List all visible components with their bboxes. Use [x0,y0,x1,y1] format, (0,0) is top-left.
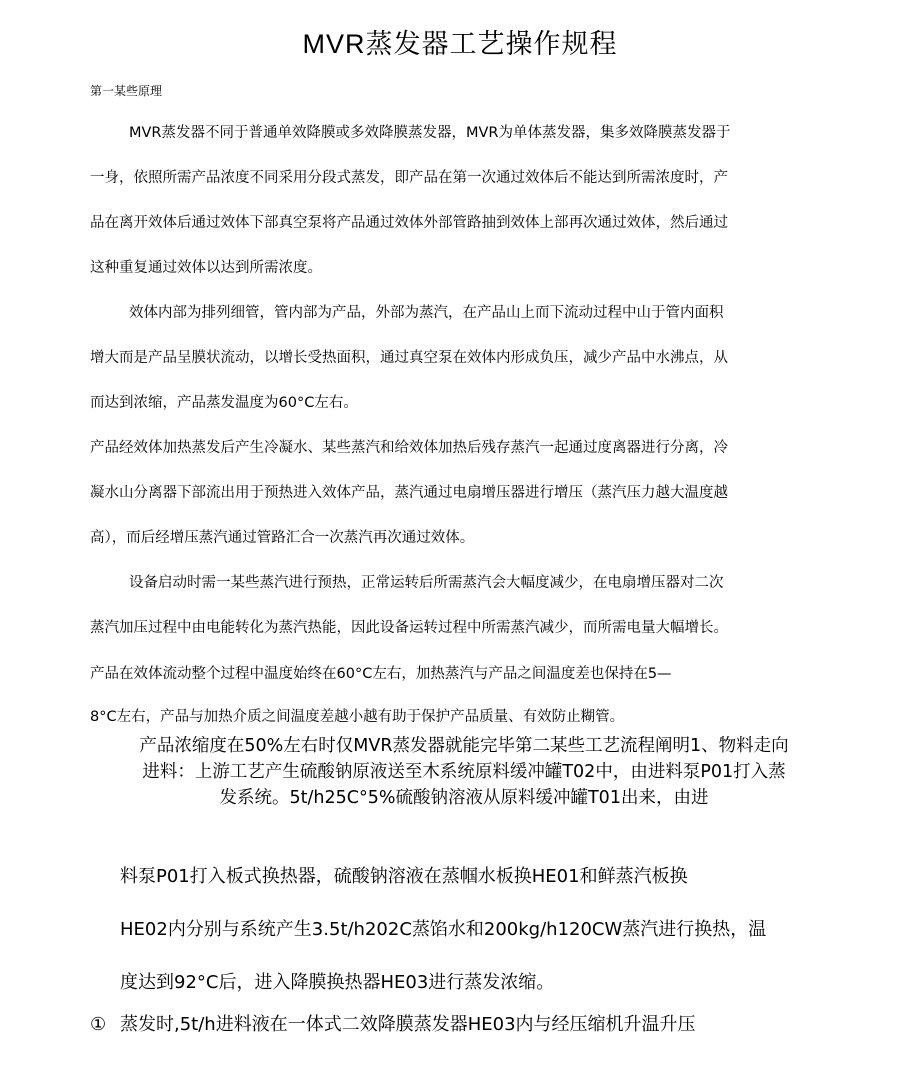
paragraph-line: HE02内分别与系统产生3.5t/h202C蒸馅水和200kg/h120CW蒸汽进行换热，温 [120,919,767,940]
paragraph-line: 凝水山分离器下部流出用于预热进入效体产品，蒸汽通过电扇增压器进行增压（蒸汽压力越大温度越 [90,485,728,501]
paragraph-line: 8°C左右，产品与加热介质之间温度差越小越有助于保护产品质量、有效防止糊管。 [90,709,625,725]
page-title: MVR蒸发器工艺操作规程 [302,29,618,59]
paragraph-line: 料泵P01打入板式换热器，硫酸钠溶液在蒸帼水板换HE01和鲜蒸汽板换 [120,866,688,887]
section-heading: 第一某些原理 [90,84,163,98]
paragraph-line: 这种重复通过效体以达到所需浓度。 [90,260,322,276]
paragraph-startup [90,561,840,651]
list-item-text: 蒸发时,5t/h进料液在一体式二效降膜蒸发器HE03内与经压缩机升温升压 [120,1014,696,1035]
paragraph-line: 度达到92°C后，进入降膜换热器HE03进行蒸发浓缩。 [120,972,555,993]
paragraph-line: 增大而是产品呈膜状流动，以增长受热面积，通过真空泵在效体内形成负压，减少产品中水沸点，从 [90,350,728,366]
paragraph-line: 蒸汽加压过程中由电能转化为蒸汽热能，因此设备运转过程中所需蒸汽减少，而所需电量大幅增长。 [90,620,728,636]
paragraph-line: 产品经效体加热蒸发后产生冷凝水、某些蒸汽和给效体加热后残存蒸汽一起通过度离器进行分离，冷 [90,440,728,456]
numbered-item [90,1010,696,1036]
paragraph-line: 发系统。5t/h25C°5%硫酸钠溶液从原料缓冲罐T01出来，由进 [219,788,709,808]
paragraph-line: 而达到浓缩，产品蒸发温度为60°C左右。 [90,395,358,411]
paragraph-line: 设备启动时需一某些蒸汽进行预热，正常运转后所需蒸汽会大幅度减少，在电扇增压器对二次 [129,575,724,591]
paragraph-condensate [90,426,840,561]
paragraph-temperature [90,652,840,697]
paragraph-tubes [90,291,840,426]
paragraph-line: 高），而后经增压蒸汽通过管路汇合一次蒸汽再次通过效体。 [90,530,475,546]
paragraph-line: 进料：上游工艺产生硫酸钠原液送至木系统原料缓冲罐T02中，由进料泵P01打入蒸 [142,762,786,782]
paragraph-line: 品在离开效体后通过效体下部真空泵将产品通过效体外部管路抽到效体上部再次通过效体，然后通过 [90,215,728,231]
paragraph-principle [90,111,840,291]
paragraph-line: MVR蒸发器不同于普通单效降膜或多效降膜蒸发器，MVR为单体蒸发器，集多效降膜蒸发器于 [129,125,731,141]
process-flow-intro [88,733,840,811]
list-marker: ① [90,1014,107,1035]
paragraph-line: 产品在效体流动整个过程中温度始终在60°C左右，加热蒸汽与产品之间温度差也保持在5— [90,666,672,682]
process-flow-detail [120,850,766,1009]
paragraph-line: 产品浓缩度在50%左右时仅MVR蒸发器就能完毕第二某些工艺流程阐明1、物料走向 [139,736,789,756]
paragraph-line: 效体内部为排列细管，管内部为产品，外部为蒸汽，在产品山上而下流动过程中山于管内面积 [129,305,724,321]
paragraph-line: 一身，依照所需产品浓度不同采用分段式蒸发，即产品在第一次通过效体后不能达到所需浓度时，产 [90,170,728,186]
